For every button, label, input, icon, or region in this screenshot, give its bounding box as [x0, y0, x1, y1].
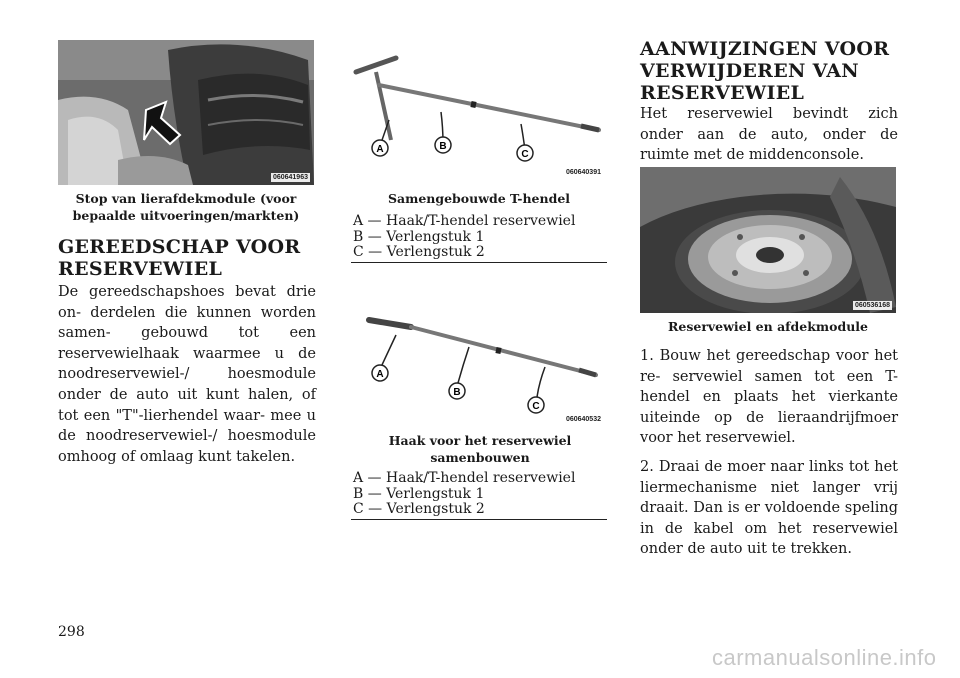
hook-assembly-caption: Haak voor het reservewiel samenbouwen — [388, 433, 572, 465]
image-code: 060640391 — [565, 169, 601, 176]
hook-assembly-legend — [353, 471, 609, 518]
label-b: B — [453, 387, 461, 398]
spare-wheel-caption: Reservewiel en afdekmodule — [667, 319, 868, 334]
spare-wheel-photo — [640, 167, 896, 313]
legend-item: C — Verlengstuk 2 — [353, 501, 485, 517]
label-a: A — [376, 144, 384, 155]
legend-item: B — Verlengstuk 1 — [353, 485, 485, 502]
image-code: 060640532 — [565, 416, 601, 423]
seat-lier-cover-caption: Stop van lierafdekmodule (voor bepaalde uitvoeringen/markten) — [72, 191, 300, 223]
image-code: 060641963 — [272, 174, 308, 181]
tools-body-text — [58, 282, 316, 475]
step-1: 1. Bouw het gereedschap voor het re- servewiel samen tot een T-hendel en plaats het vierkante uiteinde op de lieraandrijfmoer voor het reservewiel. — [640, 348, 898, 447]
label-b: B — [439, 141, 447, 152]
intro-paragraph: Het reservewiel bevindt zich onder aan de auto, onder de ruimte met de middenconsole. — [640, 106, 898, 164]
legend-item: B — Verlengstuk 1 — [353, 228, 485, 245]
step-2: 2. Draai de moer naar links tot het liermechanisme niet langer vrij draait. Dan is er voldoende speling in de kabel om het reservewiel onder de auto uit te trekken. — [640, 458, 898, 558]
legend-item: A — Haak/T-hendel reservewiel — [353, 470, 576, 486]
seat-lier-cover-illustration — [58, 40, 314, 185]
removal-intro — [640, 104, 898, 174]
label-c: C — [521, 149, 529, 160]
legend-divider — [351, 519, 607, 520]
t-handle-caption: Samengebouwde T-hendel — [387, 191, 571, 206]
seat-lier-cover-photo — [58, 40, 314, 185]
removal-steps — [640, 346, 898, 568]
tools-paragraph: De gereedschapshoes bevat drie on- derdelen die kunnen worden samen- gebouwd tot een reservewielhaak waarmee u de noodreservewiel-/ hoesmodule onder de auto uit kunt halen, of tot een "T"-lierhendel waar- mee u de noodreservewiel-/ hoesmodule omhoog of omlaag kunt takelen. — [58, 284, 316, 465]
t-handle-illustration — [351, 50, 607, 180]
label-c: C — [532, 401, 540, 412]
image-code: 060536168 — [854, 302, 890, 309]
tools-heading: GEREEDSCHAP VOOR RESERVEWIEL — [58, 236, 301, 280]
removal-heading: AANWIJZINGEN VOOR VERWIJDEREN VAN RESERVEWIEL — [640, 38, 890, 104]
hook-assembly-illustration — [351, 305, 607, 427]
watermark: carmanualsonline.info — [712, 645, 937, 670]
legend-item: C — Verlengstuk 2 — [353, 244, 485, 260]
label-a: A — [376, 369, 384, 380]
page-number: 298 — [58, 624, 85, 640]
legend-divider — [351, 262, 607, 263]
legend-item: A — Haak/T-hendel reservewiel — [353, 213, 576, 229]
t-handle-legend — [353, 214, 609, 261]
